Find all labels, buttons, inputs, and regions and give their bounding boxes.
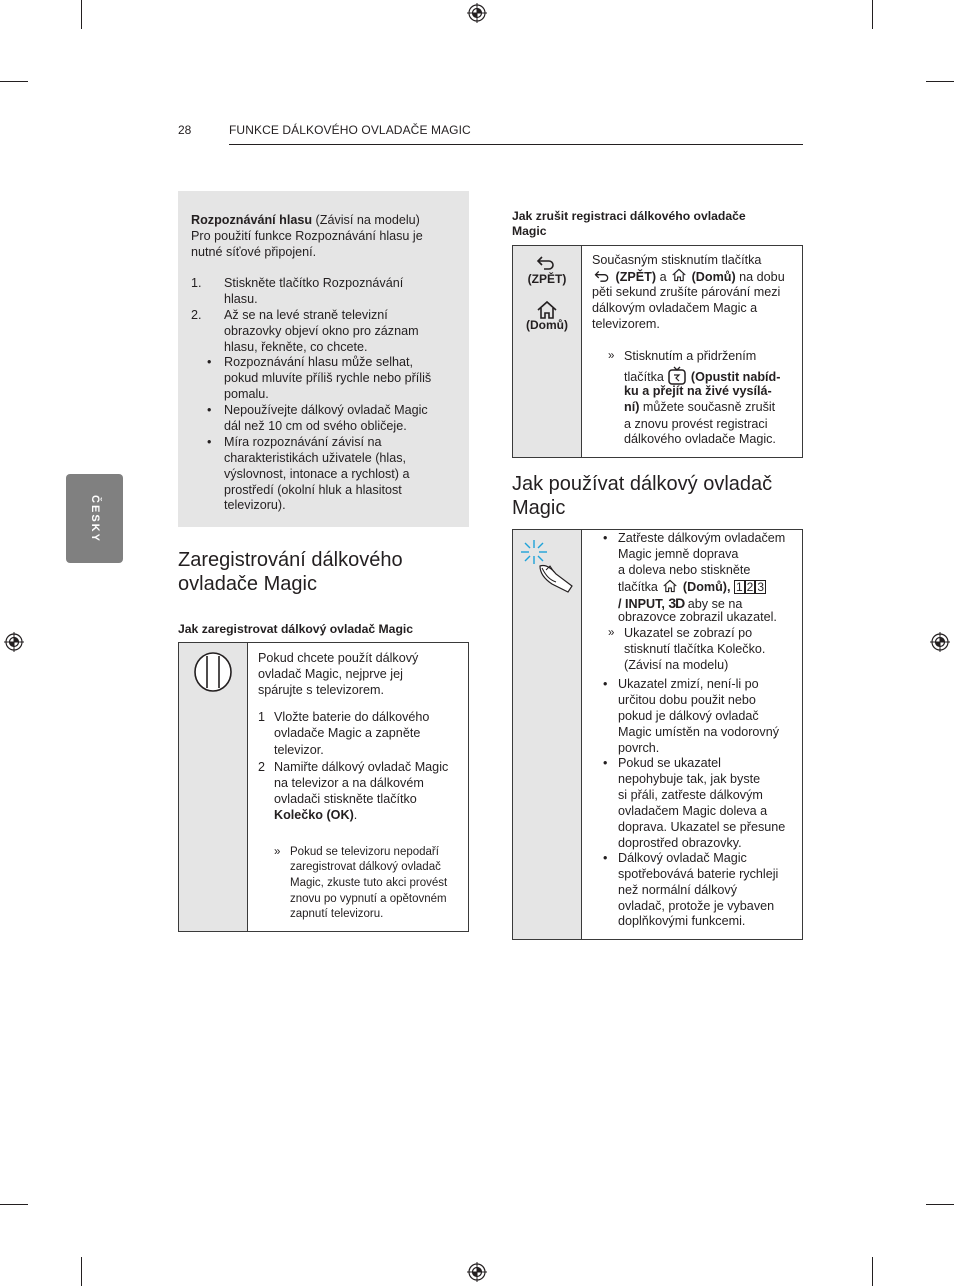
language-label: ČESKY [88, 494, 101, 543]
page-number: 28 [178, 123, 192, 137]
note-text: Stisknutím a přidržením [624, 349, 757, 363]
bullet-dot: • [603, 756, 608, 770]
bullet-dot: • [207, 355, 212, 369]
usage-text: ovladačem Magic doleva a [618, 804, 768, 818]
section-heading: ovladače Magic [178, 573, 317, 595]
step-text [274, 807, 357, 823]
step-text: hlasu, řekněte, co chcete. [224, 340, 368, 354]
note-text-a: tlačítka [624, 370, 668, 384]
usage-text: nepohybuje tak, jak byste [618, 772, 761, 786]
note-mark: » [274, 846, 281, 858]
note-text: a znovu provést registraci [624, 417, 768, 431]
usage-text: Zatřeste dálkovým ovladačem [618, 531, 786, 545]
back-label: (ZPĚT) [527, 272, 567, 286]
usage-text: doprostřed obrazovky. [618, 836, 742, 850]
usage-text-a: tlačítka [618, 580, 662, 594]
back-icon [536, 254, 556, 270]
wheel-button-icon [193, 651, 233, 693]
note-text: (Závisí na modelu) [624, 658, 729, 672]
usage-text: Dálkový ovladač Magic [618, 851, 747, 865]
crop-mark [872, 0, 873, 29]
header-rule [229, 144, 803, 145]
usage-text-rest: aby se na [684, 597, 743, 611]
bullet-text: Míra rozpoznávání závisí na [224, 435, 382, 449]
number-key-icon: 3 [757, 580, 765, 594]
usage-text: pokud je dálkový ovladač [618, 709, 759, 723]
bullet-text: výslovnost, intonace a rychlost) a [224, 467, 410, 481]
step-text: hlasu. [224, 292, 258, 306]
usage-text: povrch. [618, 741, 660, 755]
cancel-text: Současným stisknutím tlačítka [592, 253, 762, 267]
note-text-bold: ní) [624, 400, 640, 414]
cancel-text: televizorem. [592, 317, 660, 331]
step-text: Vložte baterie do dálkového [274, 710, 430, 724]
usage-text: určitou dobu použit nebo [618, 693, 756, 707]
note-text: Ukazatel se zobrazí po [624, 626, 753, 640]
input-label: / INPUT, [618, 597, 665, 611]
bullet-dot: • [207, 435, 212, 449]
home-label: (Domů) [691, 270, 736, 284]
bullet-dot: • [603, 677, 608, 691]
usage-text: a doleva nebo stiskněte [618, 563, 751, 577]
cancel-text [592, 268, 785, 285]
step-text: obrazovky objeví okno pro záznam [224, 324, 419, 338]
bullet-text: prostředí (okolní hluk a hlasitost [224, 483, 402, 497]
note-text: stisknutí tlačítka Kolečko. [624, 642, 766, 656]
register-text: Pokud chcete použít dálkový [258, 651, 419, 665]
crop-mark [0, 1204, 28, 1205]
usage-text: obrazovce zobrazil ukazatel. [618, 610, 777, 624]
usage-text: spotřebovává baterie rychleji [618, 867, 779, 881]
voice-intro-line: Pro použití funkce Rozpoznávání hlasu je [191, 229, 423, 243]
subheading: Jak zrušit registraci dálkového ovladače [512, 209, 746, 223]
step-text: Až se na levé straně televizní [224, 308, 388, 322]
number-key-icon: 2 [746, 580, 754, 594]
bullet-text: pomalu. [224, 387, 269, 401]
crop-mark [926, 81, 954, 82]
language-side-tab [66, 474, 123, 563]
step-text: ovladači stiskněte tlačítko [274, 792, 417, 806]
back-icon [592, 269, 612, 282]
usage-text: Ukazatel zmizí, není-li po [618, 677, 759, 691]
back-label: (ZPĚT) [615, 270, 657, 284]
step-number: 2 [258, 760, 266, 774]
bullet-dot: • [603, 531, 608, 545]
bullet-text: Nepoužívejte dálkový ovladač Magic [224, 403, 428, 417]
usage-text: Magic jemně doprava [618, 547, 739, 561]
step-text: Namiřte dálkový ovladač Magic [274, 760, 449, 774]
registration-mark-icon [4, 632, 24, 652]
note-text-bold: (Opustit nabíd- [690, 370, 781, 384]
usage-text: Magic umístěn na vodorovný [618, 725, 780, 739]
note-text: Pokud se televizoru nepodaří [290, 846, 439, 858]
bullet-text: Rozpoznávání hlasu může selhat, [224, 355, 414, 369]
bullet-text: dál než 10 cm od svého obličeje. [224, 419, 407, 433]
note-text [624, 399, 775, 415]
usage-text: než normální dálkový [618, 883, 738, 897]
home-label: (Domů) [526, 318, 568, 332]
note-mark: » [608, 350, 615, 362]
subheading: Magic [512, 224, 547, 238]
crop-mark [81, 0, 82, 29]
wheel-ok-label: Kolečko (OK) [274, 808, 354, 822]
crop-mark [872, 1257, 873, 1286]
voice-intro-line: nutné síťové připojení. [191, 245, 317, 259]
bullet-text: pokud mluvíte příliš rychle nebo příliš [224, 371, 432, 385]
home-icon [661, 579, 679, 593]
cancel-text-rest: na dobu [735, 270, 785, 284]
note-text-bold: ku a přejít na živé vysílá- [624, 384, 772, 398]
cancel-text: dálkovým ovladačem Magic a [592, 301, 758, 315]
subheading: Jak zaregistrovat dálkový ovladač Magic [178, 622, 414, 636]
bullet-dot: • [207, 403, 212, 417]
period: . [353, 808, 358, 822]
connector-text: a [656, 270, 671, 284]
home-icon [670, 268, 688, 282]
bullet-text: televizoru). [224, 498, 286, 512]
usage-text: si přáli, zatřeste dálkovým [618, 788, 763, 802]
crop-mark [81, 1257, 82, 1286]
voice-title-bold: Rozpoznávání hlasu [191, 213, 313, 227]
usage-text [618, 579, 766, 595]
note-text-rest: můžete současně zrušit [639, 400, 776, 414]
section-heading: Magic [512, 497, 566, 519]
note-text: znovu po vypnutí a opětovném [290, 893, 447, 905]
step-text: televizor. [274, 743, 324, 757]
section-heading: Zaregistrování dálkového [178, 549, 403, 571]
step-text: Stiskněte tlačítko Rozpoznávání [224, 276, 404, 290]
step-number: 1. [191, 276, 202, 290]
bullet-text: charakteristikách uživatele (hlas, [224, 451, 406, 465]
registration-mark-icon [467, 1262, 487, 1282]
home-icon [536, 300, 558, 320]
note-text [624, 383, 772, 399]
note-text: zapnutí televizoru. [290, 908, 384, 920]
section-heading: Jak používat dálkový ovladač [512, 473, 773, 495]
usage-text: doplňkovými funkcemi. [618, 914, 746, 928]
registration-mark-icon [930, 632, 950, 652]
crop-mark [926, 1204, 954, 1205]
bullet-dot: • [603, 851, 608, 865]
usage-text: Pokud se ukazatel [618, 756, 721, 770]
crop-mark [0, 81, 28, 82]
3d-icon: 3D [668, 595, 685, 611]
step-text: ovladače Magic a zapněte [274, 726, 421, 740]
number-key-icon: 1 [735, 580, 743, 594]
step-number: 2. [191, 308, 202, 322]
usage-text: doprava. Ukazatel se přesune [618, 820, 786, 834]
cancel-text: pěti sekund zrušíte párování mezi [592, 285, 781, 299]
home-label: (Domů), [682, 580, 731, 594]
shake-remote-icon [516, 536, 578, 594]
register-text: ovladač Magic, nejprve jej [258, 667, 403, 681]
step-text: na televizor a na dálkovém [274, 776, 424, 790]
registration-mark-icon [467, 3, 487, 23]
voice-title [191, 212, 420, 228]
note-mark: » [608, 627, 615, 639]
note-text: zaregistrovat dálkový ovladač [290, 861, 441, 873]
note-text: Magic, zkuste tuto akci provést [290, 877, 448, 889]
note-text: dálkového ovladače Magic. [624, 432, 776, 446]
voice-title-rest: (Závisí na modelu) [312, 213, 420, 227]
register-text: spárujte s televizorem. [258, 683, 384, 697]
step-number: 1 [258, 710, 266, 724]
running-header-title: FUNKCE DÁLKOVÉHO OVLADAČE MAGIC [229, 123, 471, 137]
usage-text: ovladač, protože je vybaven [618, 899, 775, 913]
